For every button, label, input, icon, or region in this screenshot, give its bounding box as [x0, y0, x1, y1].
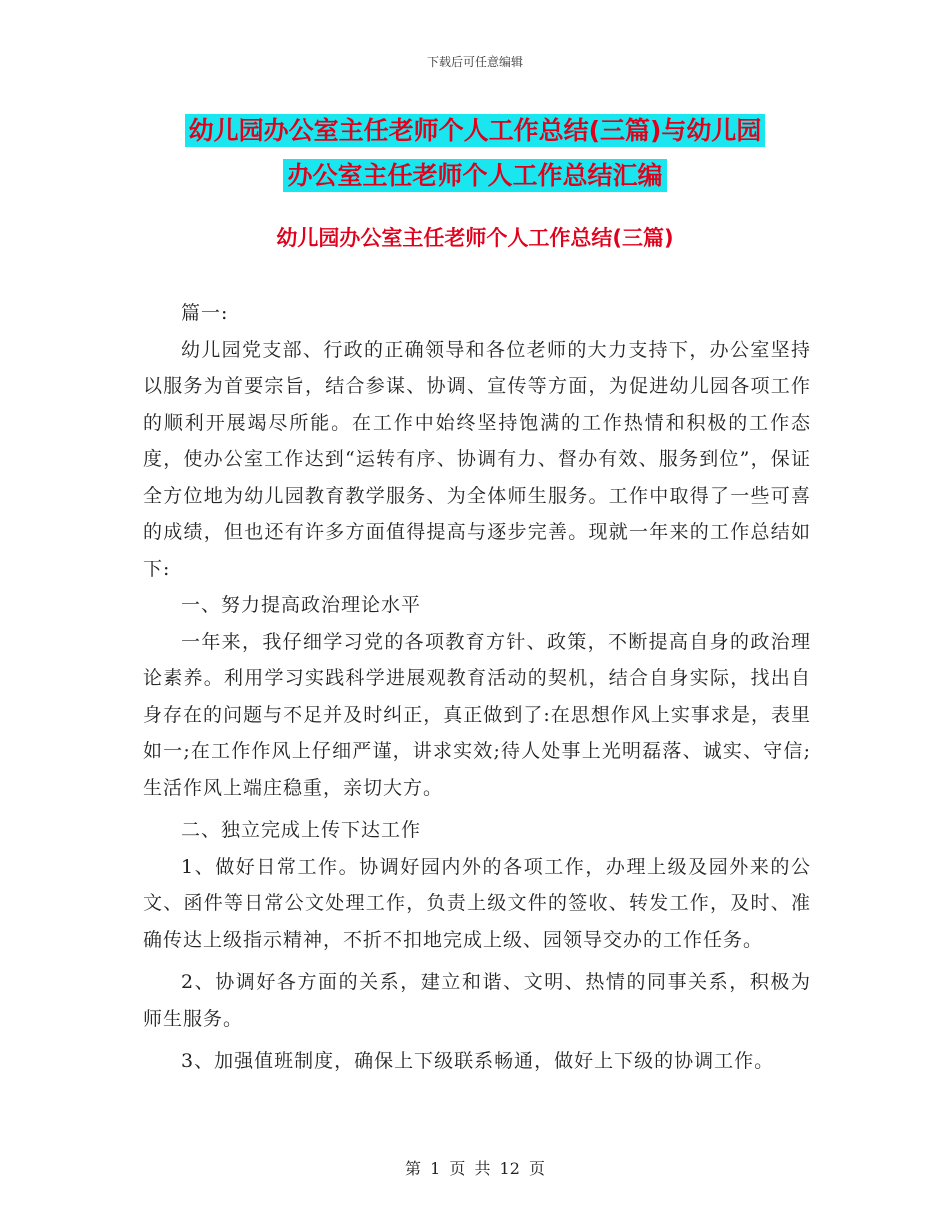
document-body — [143, 295, 811, 1080]
paragraph-politics: 一年来，我仔细学习党的各项教育方针、政策，不断提高自身的政治理论素养。利用学习实践科学进展观教育活动的契机，结合自身实际，找出自身存在的问题与不足并及时纠正，真正做到了:在思想作风上实事求是，表里如一;在工作作风上仔细严谨，讲求实效;待人处事上光明磊落、诚实、守信;生活作风上端庄稳重，亲切大方。 — [143, 630, 811, 799]
main-title-line-2: 办公室主任老师个人工作总结汇编 — [283, 159, 666, 192]
page-footer: 第 1 页 共 12 页 — [405, 1159, 545, 1178]
paragraph-coordination: 2、协调好各方面的关系，建立和谐、文明、热情的同事关系，积极为师生服务。 — [143, 971, 811, 1030]
header-note: 下载后可任意编辑 — [426, 55, 523, 69]
paragraph-daily-work: 1、做好日常工作。协调好园内外的各项工作，办理上级及园外来的公文、函件等日常公文处理工作，负责上级文件的签收、转发工作，及时、准确传达上级指示精神，不折不扣地完成上级、园领导交办的工作任务。 — [143, 855, 811, 951]
section-title: 幼儿园办公室主任老师个人工作总结(三篇) — [276, 226, 674, 250]
heading-politics: 一、努力提高政治理论水平 — [181, 594, 422, 616]
document-main-title — [0, 108, 950, 198]
paragraph-duty: 3、加强值班制度，确保上下级联系畅通，做好上下级的协调工作。 — [181, 1050, 775, 1072]
heading-communication: 二、独立完成上传下达工作 — [181, 819, 422, 841]
paragraph-intro: 幼儿园党支部、行政的正确领导和各位老师的大力支持下，办公室坚持以服务为首要宗旨，结合参谋、协调、宣传等方面，为促进幼儿园各项工作的顺利开展竭尽所能。在工作中始终坚持饱满的工作热情和积极的工作态度，使办公室工作达到“运转有序、协调有力、督办有效、服务到位”，保证全方位地为幼儿园教育教学服务、为全体师生服务。工作中取得了一些可喜的成绩，但也还有许多方面值得提高与逐步完善。现就一年来的工作总结如下: — [143, 338, 811, 580]
part-label: 篇一: — [181, 302, 229, 324]
main-title-line-1: 幼儿园办公室主任老师个人工作总结(三篇)与幼儿园 — [185, 114, 766, 147]
